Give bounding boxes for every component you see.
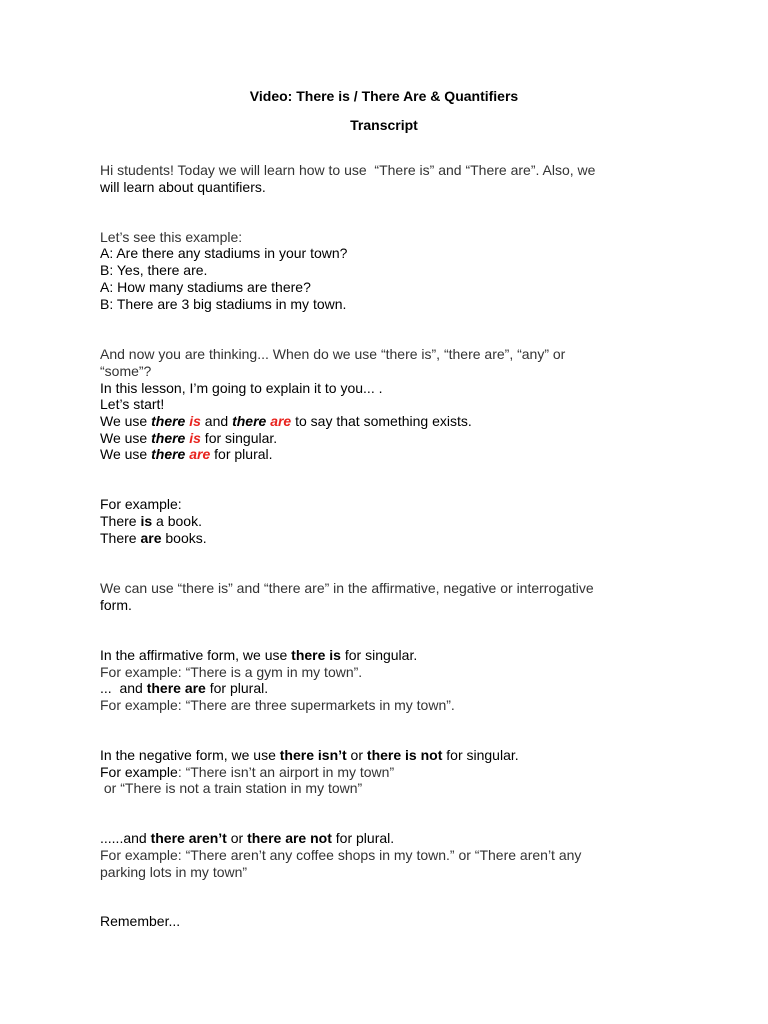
example-lead: Let’s see this example:	[100, 229, 243, 245]
dialogue-line-a2: A: How many stadiums are there?	[100, 279, 311, 295]
highlight-are: are	[270, 413, 292, 429]
plural-negative-rule: ......and there aren’t or there are not for plural.	[100, 830, 395, 846]
negative-example-1: For example: “There isn’t an airport in my town”	[100, 764, 395, 780]
example-books: There are books.	[100, 530, 207, 546]
document-title: Video: There is / There Are & Quantifiers	[249, 88, 519, 104]
plural-negative-example-2: parking lots in my town”	[100, 864, 248, 880]
dialogue-line-b2: B: There are 3 big stadiums in my town.	[100, 296, 347, 312]
affirmative-plural-rule: ... and there are for plural.	[100, 680, 269, 696]
document-subtitle: Transcript	[350, 117, 418, 133]
rule-singular: We use there is for singular.	[100, 430, 278, 446]
affirmative-example-2: For example: “There are three supermarkets in my town”.	[100, 697, 455, 713]
negative-rule: In the negative form, we use there isn’t or there is not for singular.	[100, 747, 519, 763]
explain-line-3: In this lesson, I’m going to explain it to you... .	[100, 380, 383, 396]
rule-exists: We use there is and there are to say that something exists.	[100, 413, 472, 429]
explain-line-2: “some”?	[100, 363, 152, 379]
rule-plural: We use there are for plural.	[100, 446, 273, 462]
example-book: There is a book.	[100, 513, 202, 529]
dialogue-line-b1: B: Yes, there are.	[100, 262, 208, 278]
forms-line-1: We can use “there is” and “there are” in the affirmative, negative or interrogative	[100, 580, 594, 596]
highlight-are: are	[189, 446, 211, 462]
plural-negative-example-1: For example: “There aren’t any coffee shops in my town.” or “There aren’t any	[100, 847, 582, 863]
negative-example-2: or “There is not a train station in my town”	[100, 780, 363, 796]
affirmative-rule: In the affirmative form, we use there is for singular.	[100, 647, 418, 663]
for-example-lead: For example:	[100, 496, 182, 512]
explain-line-4: Let’s start!	[100, 396, 165, 412]
highlight-is: is	[189, 413, 201, 429]
affirmative-example-1: For example: “There is a gym in my town”.	[100, 664, 363, 680]
remember-text: Remember...	[100, 913, 181, 929]
forms-line-2: form.	[100, 597, 132, 613]
explain-line-1: And now you are thinking... When do we use “there is”, “there are”, “any” or	[100, 346, 566, 362]
intro-line-2: will learn about quantifiers.	[100, 179, 266, 195]
dialogue-line-a1: A: Are there any stadiums in your town?	[100, 245, 348, 261]
highlight-is: is	[189, 430, 201, 446]
intro-line-1: Hi students! Today we will learn how to use “There is” and “There are”. Also, we	[100, 162, 596, 178]
